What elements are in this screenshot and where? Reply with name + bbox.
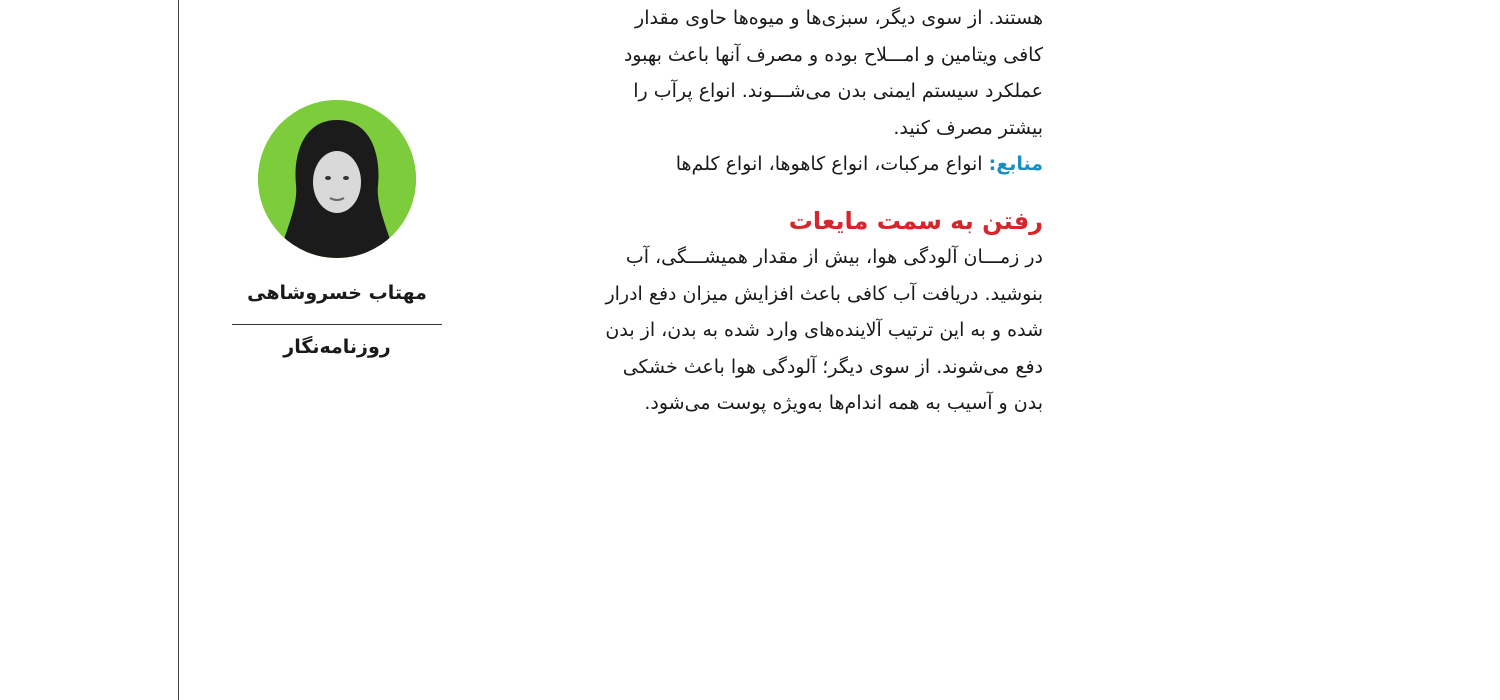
column-divider (178, 0, 179, 700)
sources-label: منابع: (988, 153, 1043, 175)
text-line: دفع می‌شوند. از سوی دیگر؛ آلودگی هوا باعث خشکی (622, 355, 1043, 378)
author-name: مهتاب خسروشاهی (247, 282, 427, 304)
text-line: در زمـــان آلودگی هوا، بیش از مقدار همیشـــگی، آب (625, 246, 1043, 268)
text-line: شده و به این ترتیب آلاینده‌های وارد شده به بدن، از بدن (605, 319, 1043, 341)
text-line: بدن و آسیب به همه اندام‌ها به‌ویژه پوست می‌شود. (644, 392, 1043, 414)
middle-column (495, 0, 1043, 422)
sources-line (495, 146, 1043, 183)
text-line: بیشتر مصرف کنید. (893, 116, 1043, 139)
author-role: روزنامه‌نگار (283, 336, 391, 358)
text-line: کافی ویتامین و امـــلاح بوده و مصرف آنها باعث بهبود (623, 43, 1043, 66)
spacer (495, 183, 1043, 203)
sources-text: انواع مرکبات، انواع کاهوها، انواع کلم‌ها (675, 153, 983, 175)
author-divider (232, 324, 442, 325)
middle-body-paragraph (495, 239, 1043, 422)
text-line: هستند. از سوی دیگر، سبزی‌ها و میوه‌ها حاوی مقدار (635, 7, 1043, 29)
text-line: عملکرد سیستم ایمنی بدن می‌شـــوند. انواع پرآب را (633, 80, 1043, 102)
text-line: بنوشید. دریافت آب کافی باعث افزایش میزان دفع ادرار (605, 282, 1043, 305)
author-photo (258, 100, 416, 258)
middle-intro-paragraph (495, 0, 1043, 146)
section-heading: رفتن به سمت مایعات (788, 206, 1043, 235)
